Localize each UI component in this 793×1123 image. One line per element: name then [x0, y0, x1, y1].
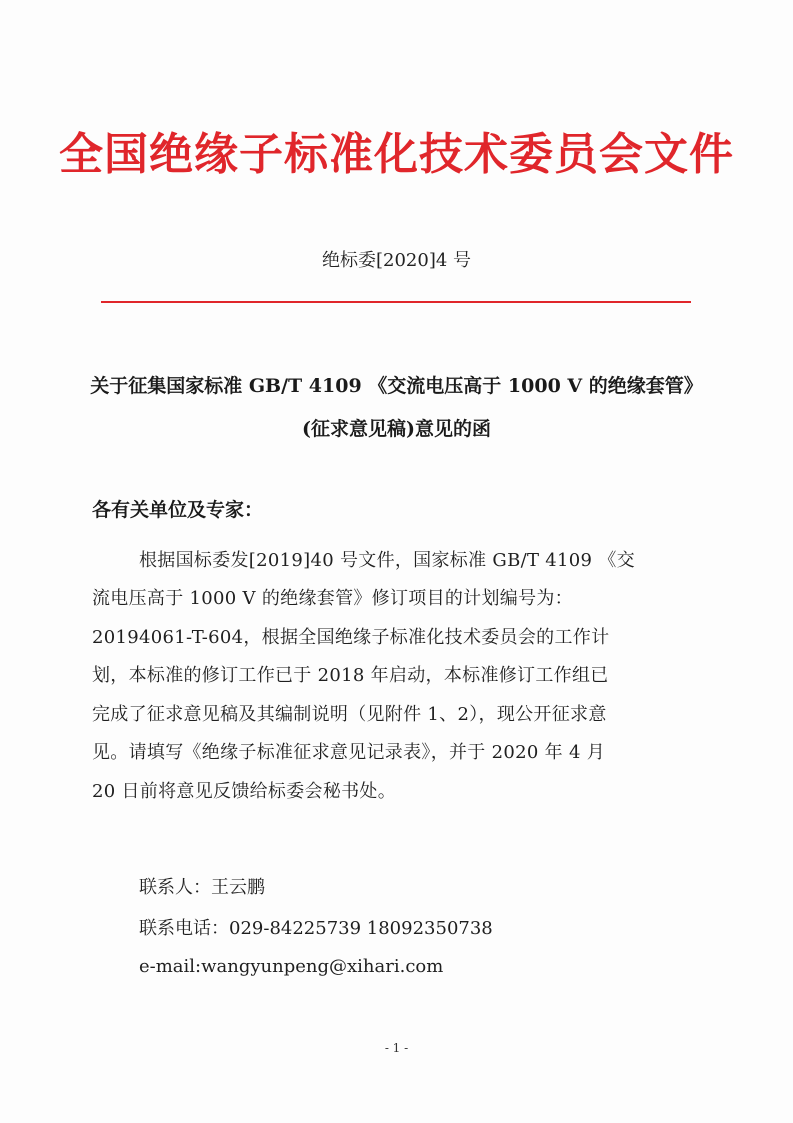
body-paragraph-line: 20194061-T-604，根据全国绝缘子标准化技术委员会的工作计 — [92, 627, 610, 648]
contact-person: 联系人：王云鹏 — [139, 877, 265, 898]
body-paragraph-line: 划，本标准的修订工作已于 2018 年启动，本标准修订工作组已 — [92, 665, 609, 686]
document-number: 绝标委[2020]4 号 — [321, 250, 472, 271]
subject-line-2: (征求意见稿)意见的函 — [302, 418, 491, 440]
subject-line-1: 关于征集国家标准 GB/T 4109 《交流电压高于 1000 V 的绝缘套管》 — [90, 375, 703, 397]
contact-phone: 联系电话：029-84225739 18092350738 — [139, 918, 493, 939]
body-paragraph-line: 根据国标委发[2019]40 号文件，国家标准 GB/T 4109 《交 — [139, 550, 635, 571]
body-paragraph-line: 完成了征求意见稿及其编制说明（见附件 1、2），现公开征求意 — [92, 704, 607, 725]
contact-email: e-mail:wangyunpeng@xihari.com — [139, 956, 444, 977]
page-number: - 1 - — [384, 1041, 409, 1055]
body-paragraph-line: 见。请填写《绝缘子标准征求意见记录表》，并于 2020 年 4 月 — [92, 742, 606, 763]
salutation: 各有关单位及专家： — [92, 499, 264, 521]
body-paragraph-line: 流电压高于 1000 V 的绝缘套管》修订项目的计划编号为： — [92, 588, 573, 609]
red-divider-line — [101, 301, 691, 303]
body-paragraph-line: 20 日前将意见反馈给标委会秘书处。 — [92, 781, 397, 802]
document-header-title: 全国绝缘子标准化技术委员会文件 — [59, 129, 734, 180]
